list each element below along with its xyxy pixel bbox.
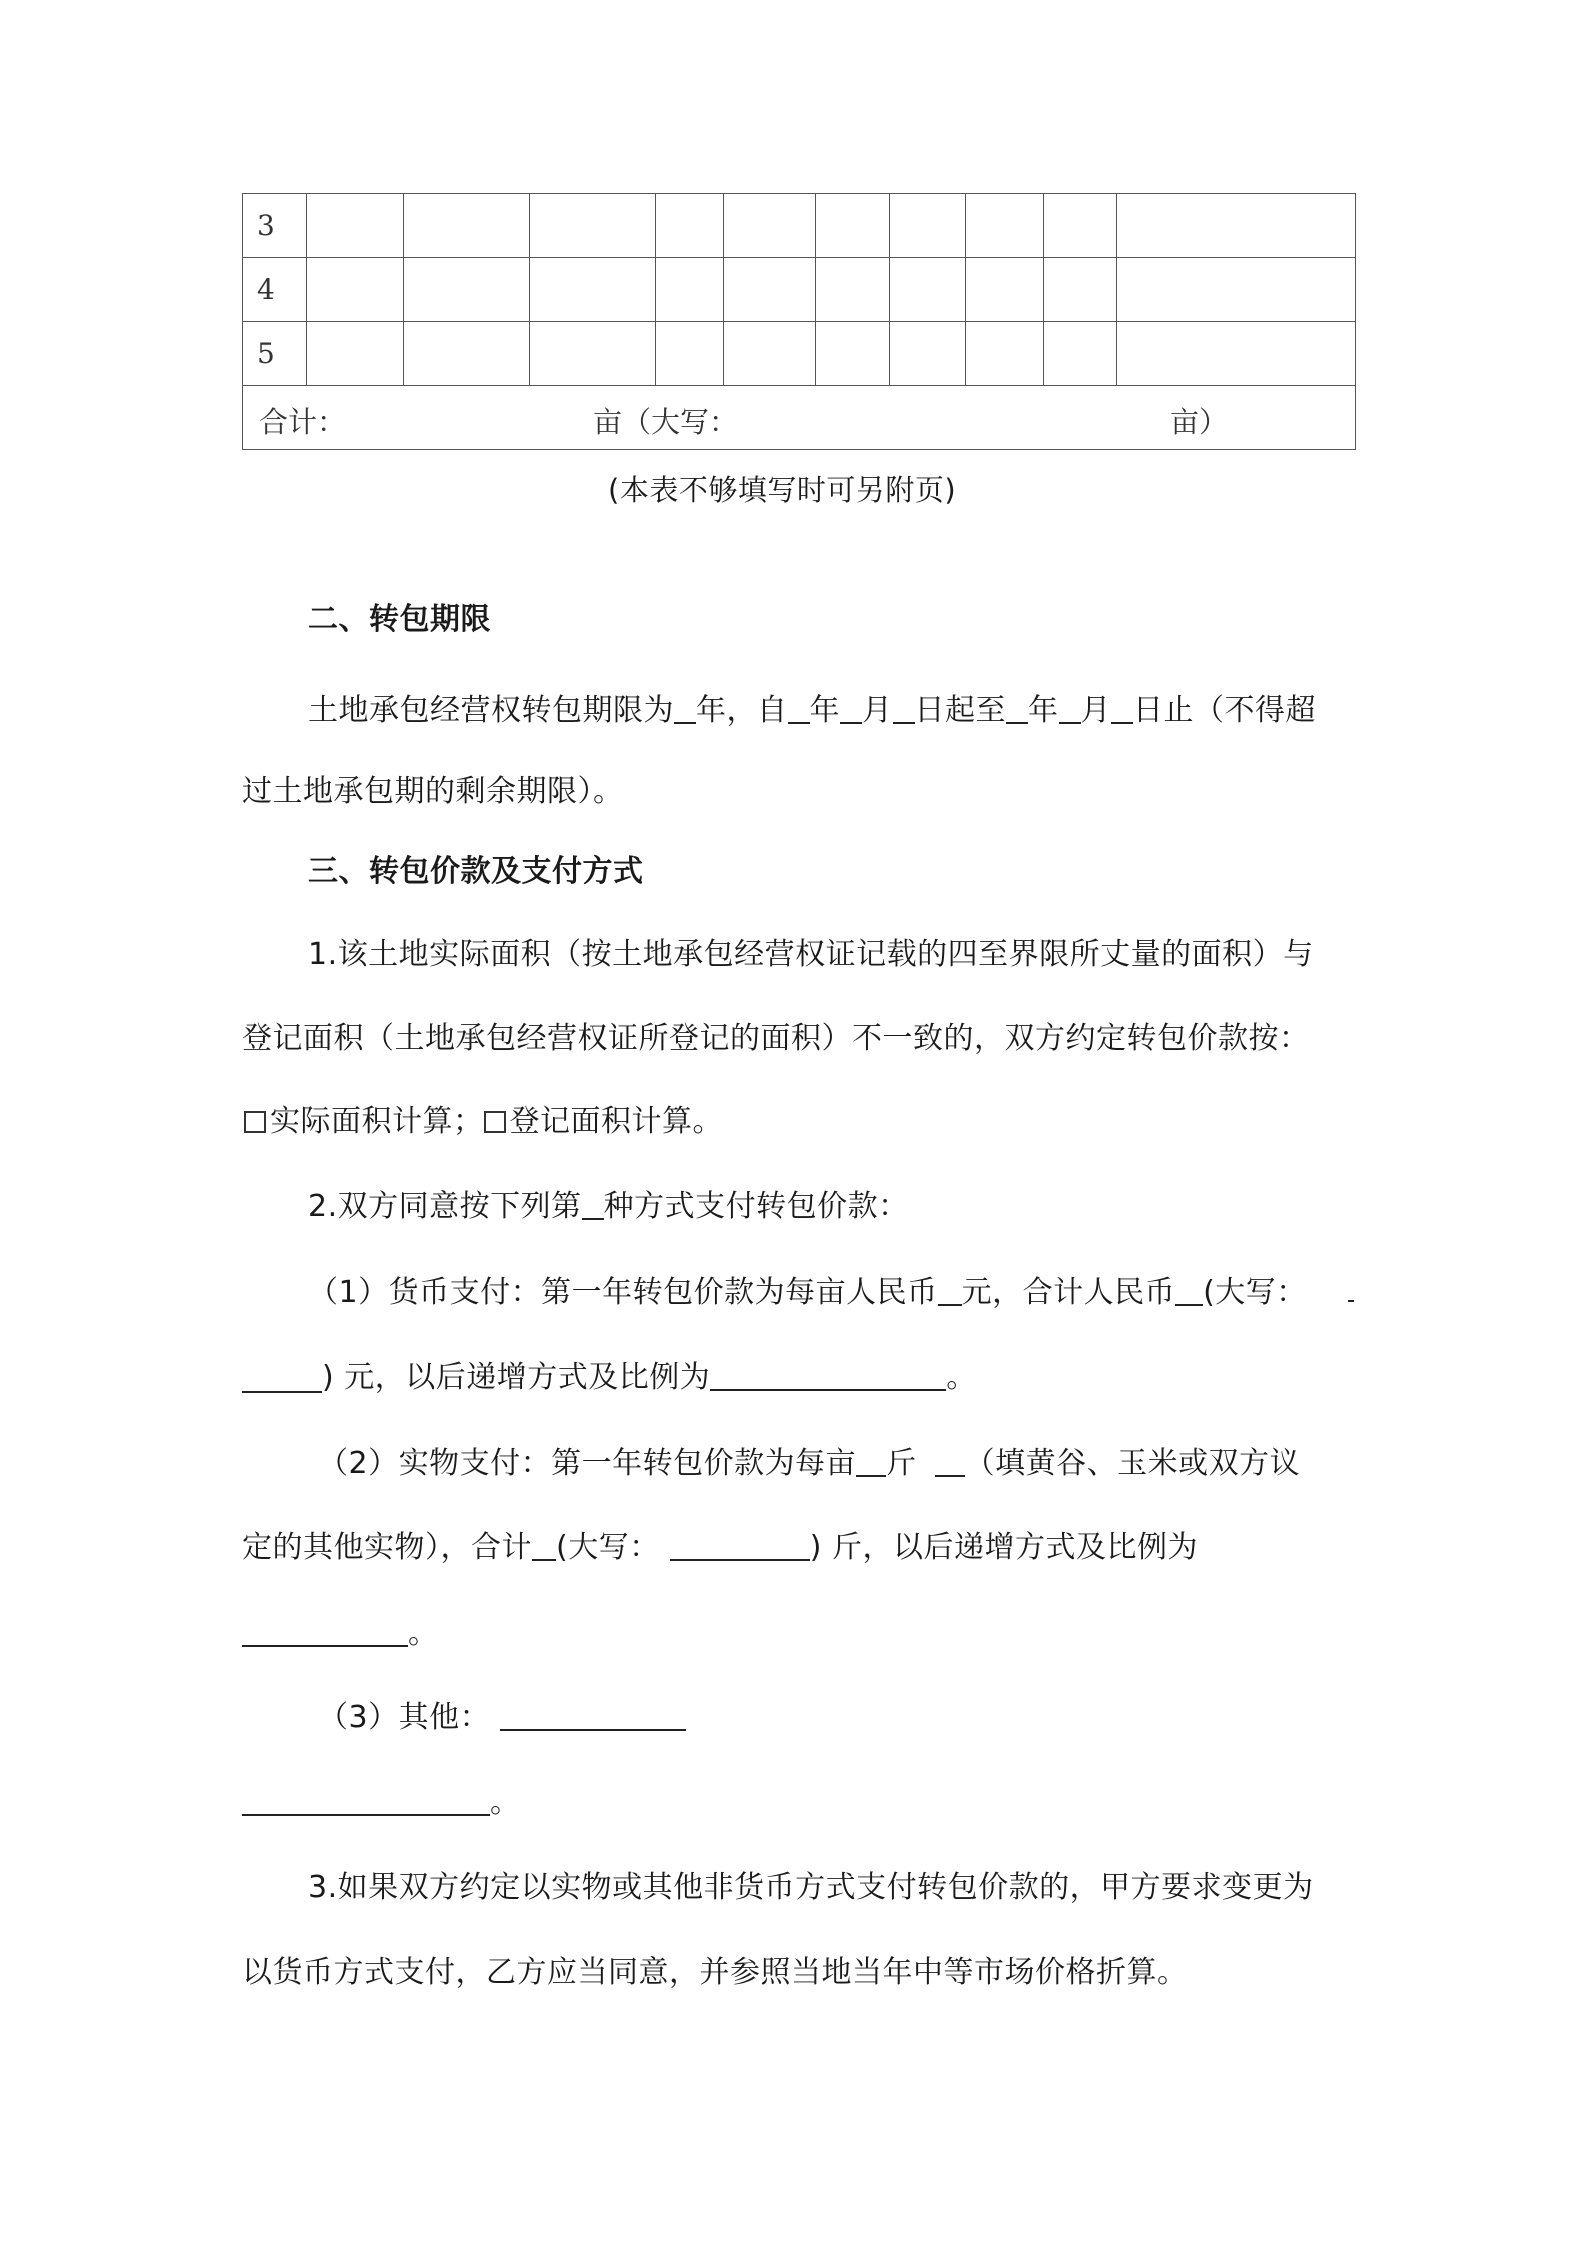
land-table <box>242 193 1356 450</box>
blank-price-words-start[interactable] <box>1348 1300 1354 1302</box>
blank-goods-increment[interactable] <box>242 1617 408 1647</box>
blank-other-detail[interactable] <box>242 1786 490 1816</box>
item2-line: 2.双方同意按下列第 种方式支付转包价款： <box>308 1189 909 1224</box>
goods-line-1: （2）实物支付：第一年转包价款为每亩 斤 （填黄谷、玉米或双方议 <box>318 1446 1301 1481</box>
blank-goods-type[interactable] <box>935 1447 965 1477</box>
blank-money-increment[interactable] <box>710 1361 946 1391</box>
blank-goods-words[interactable] <box>670 1531 810 1561</box>
item1-line-1: 1.该土地实际面积（按土地承包经营权证记载的四至界限所丈量的面积）与 <box>308 937 1314 972</box>
item1-line-2: 登记面积（土地承包经营权证所登记的面积）不一致的，双方约定转包价款按： <box>242 1021 1310 1056</box>
table-row <box>243 258 1356 322</box>
goods-line-3: 。 <box>242 1608 439 1652</box>
blank-years[interactable] <box>674 694 696 724</box>
other-line-1: （3）其他： <box>318 1692 686 1736</box>
blank-start-day[interactable] <box>893 694 915 724</box>
blank-total-price[interactable] <box>1175 1276 1203 1306</box>
total-unit-close: 亩） <box>1170 405 1229 439</box>
money-line-1: （1）货币支付：第一年转包价款为每亩人民币 元，合计人民币 (大写： <box>308 1275 1307 1310</box>
table-row <box>243 194 1356 258</box>
blank-end-month[interactable] <box>1059 694 1081 724</box>
checkbox-registered-area[interactable] <box>484 1111 506 1133</box>
money-line-2: ) 元，以后递增方式及比例为 。 <box>322 1360 977 1395</box>
blank-end-day[interactable] <box>1111 694 1133 724</box>
table-row <box>243 322 1356 386</box>
total-label: 合计： <box>259 405 347 439</box>
table-note: (本表不够填写时可另附页) <box>608 473 957 507</box>
goods-line-2: 定的其他实物），合计 (大写： ) 斤，以后递增方式及比例为 <box>242 1530 1198 1565</box>
item3-line-1: 3.如果双方约定以实物或其他非货币方式支付转包价款的，甲方要求变更为 <box>308 1870 1314 1905</box>
blank-start-year[interactable] <box>788 694 810 724</box>
item3-line-2: 以货币方式支付，乙方应当同意，并参照当地当年中等市场价格折算。 <box>242 1955 1188 1990</box>
section-heading: 二、转包期限 <box>308 602 491 637</box>
term-line-2: 过土地承包期的剩余期限）。 <box>242 774 624 809</box>
blank-other-method[interactable] <box>500 1701 686 1731</box>
blank-price-words[interactable] <box>242 1391 322 1393</box>
total-unit-label: 亩（大写： <box>593 405 739 439</box>
blank-goods-total[interactable] <box>532 1531 556 1561</box>
blank-method-number[interactable] <box>582 1190 604 1220</box>
section-heading: 三、转包价款及支付方式 <box>308 854 644 889</box>
term-line-1: 土地承包经营权转包期限为 年，自 年 月 日起至 年 月 日止（不得超 <box>308 693 1316 728</box>
row-number: 4 <box>243 258 307 322</box>
blank-start-month[interactable] <box>840 694 862 724</box>
item1-options: 实际面积计算； 登记面积计算。 <box>244 1096 723 1140</box>
checkbox-actual-area[interactable] <box>244 1111 266 1133</box>
blank-price-per-mu[interactable] <box>938 1276 962 1306</box>
blank-end-year[interactable] <box>1006 694 1028 724</box>
row-number: 5 <box>243 322 307 386</box>
blank-goods-per-mu[interactable] <box>856 1447 886 1477</box>
total-row <box>243 386 1356 450</box>
other-line-2: 。 <box>242 1777 521 1821</box>
row-number: 3 <box>243 194 307 258</box>
